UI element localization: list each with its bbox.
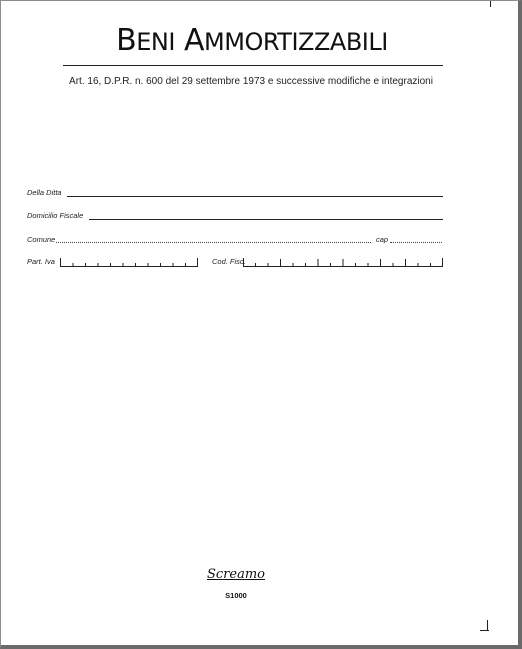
comune-field[interactable] <box>56 242 371 243</box>
document-title: BENI AMMORTIZZABILI <box>116 23 388 58</box>
corner-mark-top <box>490 1 491 7</box>
comune-label: Comune <box>27 235 56 244</box>
codfisc-comb-field[interactable] <box>243 257 443 266</box>
cap-label: cap <box>376 235 389 244</box>
ditta-field[interactable] <box>67 196 443 197</box>
ditta-label: Della Ditta <box>27 188 62 197</box>
codfisc-label: Cod. Fisc. <box>212 257 246 266</box>
corner-mark-bottom-v <box>487 620 488 630</box>
piva-comb-field[interactable] <box>60 257 198 266</box>
domicilio-label: Domicilio Fiscale <box>27 211 84 220</box>
piva-label: Part. Iva <box>27 257 55 266</box>
form-code: S1000 <box>225 591 247 600</box>
publisher-logo: Screamo <box>207 567 265 582</box>
document-subtitle: Art. 16, D.P.R. n. 600 del 29 settembre 1973 e successive modifiche e integrazioni <box>69 76 433 87</box>
cap-field[interactable] <box>390 242 442 243</box>
corner-mark-bottom-h <box>480 630 489 631</box>
domicilio-field[interactable] <box>89 219 443 220</box>
title-rule <box>63 65 443 66</box>
